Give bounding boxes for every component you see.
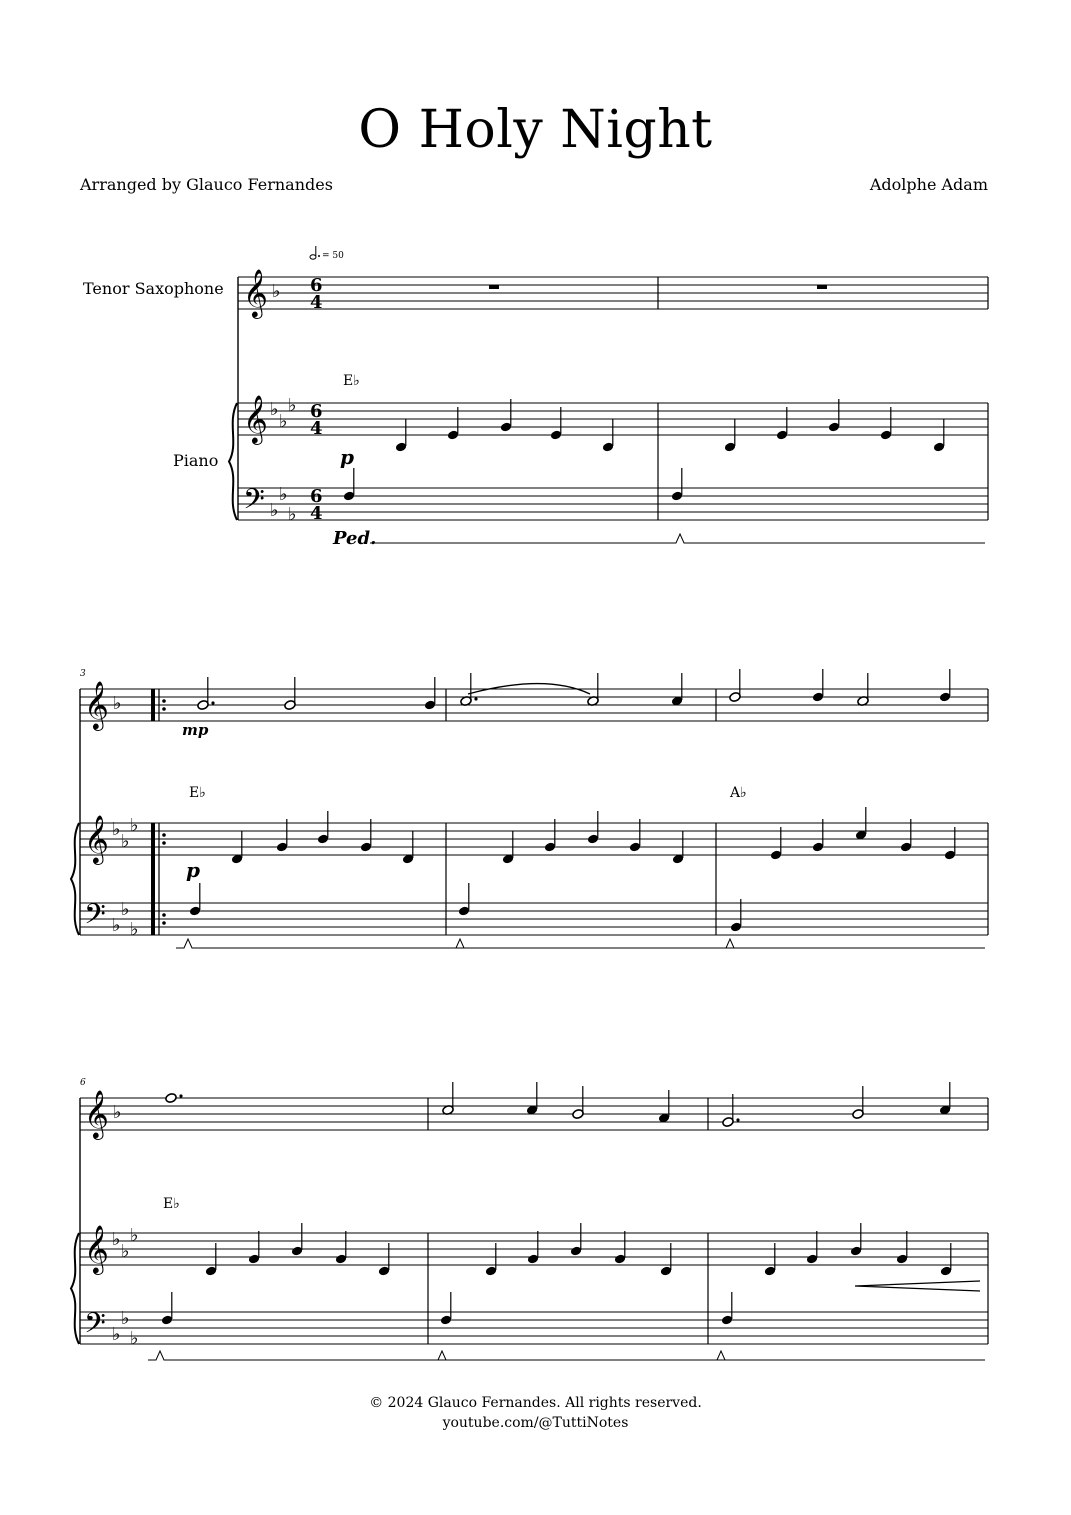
composer-credit: Adolphe Adam (869, 175, 988, 194)
treble-clef: 𝄞 (243, 394, 268, 443)
bass-clef: 𝄢 (243, 483, 265, 523)
key-flat: ♭ (112, 819, 121, 840)
augmentation-dot (179, 1094, 182, 1097)
barlines (71, 277, 988, 1344)
pedal-line (668, 534, 985, 543)
measure-number: 3 (80, 669, 86, 679)
pedal-line (148, 1351, 442, 1360)
key-flat: ♭ (130, 815, 139, 836)
copyright-notice: © 2024 Glauco Fernandes. All rights reserved. (369, 1395, 702, 1411)
pedal-change (726, 939, 734, 948)
measure-number: 6 (80, 1078, 86, 1088)
key-flat: ♭ (112, 1324, 121, 1345)
augmentation-dot (736, 1118, 739, 1121)
instrument-label-piano: Piano (173, 451, 219, 470)
whole-rest (817, 285, 827, 289)
staff-lines (80, 277, 988, 1344)
repeat-dot (162, 707, 166, 711)
repeat-dot (162, 833, 166, 837)
pedal-change (456, 939, 464, 948)
repeat-dot (162, 921, 166, 925)
key-flat: ♭ (130, 1328, 139, 1349)
pedal-change (717, 1351, 725, 1360)
piano-brace (71, 1233, 79, 1344)
key-flat: ♭ (279, 484, 288, 505)
key-flat: ♭ (130, 1225, 139, 1246)
instrument-label-sax: Tenor Saxophone (83, 279, 224, 298)
time-signature-top: 6 (310, 401, 323, 422)
arranger-credit: Arranged by Glauco Fernandes (80, 175, 333, 194)
key-flat: ♭ (113, 1102, 122, 1123)
dynamic-p: p (186, 858, 200, 882)
time-signature-top: 6 (310, 486, 323, 507)
key-flat: ♭ (121, 1241, 130, 1262)
treble-clef: 𝄞 (84, 1089, 109, 1138)
pedal-mark: Ped. (333, 528, 377, 549)
augmentation-dot (474, 697, 477, 700)
dynamic-mp: mp (182, 721, 209, 739)
whole-rest (489, 285, 499, 289)
treble-clef: 𝄞 (84, 680, 109, 729)
treble-clef: 𝄞 (84, 814, 109, 863)
key-flat: ♭ (112, 1229, 121, 1250)
chord-symbol: E♭ (163, 1196, 180, 1212)
piano-brace (229, 403, 237, 520)
score-text (80, 251, 747, 1349)
key-flat: ♭ (279, 411, 288, 432)
time-signature-bottom: 4 (310, 418, 323, 439)
repeat-dot (162, 913, 166, 917)
crescendo-hairpin (855, 1281, 980, 1291)
key-flat: ♭ (121, 1308, 130, 1329)
key-flat: ♭ (288, 395, 297, 416)
notes (161, 246, 980, 1325)
chord-symbol: E♭ (343, 373, 360, 389)
key-flat: ♭ (272, 281, 281, 302)
tempo-bpm: = 50 (322, 251, 344, 261)
chord-symbol: A♭ (730, 785, 747, 801)
key-flat: ♭ (112, 915, 121, 936)
key-flat: ♭ (130, 919, 139, 940)
dynamic-p: p (340, 445, 354, 469)
key-flat: ♭ (121, 831, 130, 852)
piano-brace (71, 823, 79, 935)
time-signature-top: 6 (310, 275, 323, 296)
tempo-note-dot (318, 255, 320, 257)
notehead (165, 1093, 177, 1104)
pedal-line (176, 939, 460, 948)
key-flat: ♭ (270, 399, 279, 420)
key-flat: ♭ (121, 899, 130, 920)
key-flat: ♭ (270, 500, 279, 521)
chord-symbol: E♭ (189, 785, 206, 801)
bass-clef: 𝄢 (84, 898, 106, 938)
score-title: O Holy Night (358, 100, 713, 160)
repeat-dot (162, 699, 166, 703)
pedal-change (438, 1351, 446, 1360)
augmentation-dot (211, 701, 214, 704)
treble-clef: 𝄞 (84, 1224, 109, 1273)
tempo-note (310, 255, 316, 259)
key-flat: ♭ (288, 504, 297, 525)
repeat-dot (162, 841, 166, 845)
time-signature-bottom: 4 (310, 292, 323, 313)
key-flat: ♭ (113, 693, 122, 714)
time-signature-bottom: 4 (310, 503, 323, 524)
treble-clef: 𝄞 (243, 268, 268, 317)
bass-clef: 𝄢 (84, 1307, 106, 1347)
channel-link: youtube.com/@TuttiNotes (442, 1415, 629, 1431)
pedal-lines (148, 534, 985, 1360)
